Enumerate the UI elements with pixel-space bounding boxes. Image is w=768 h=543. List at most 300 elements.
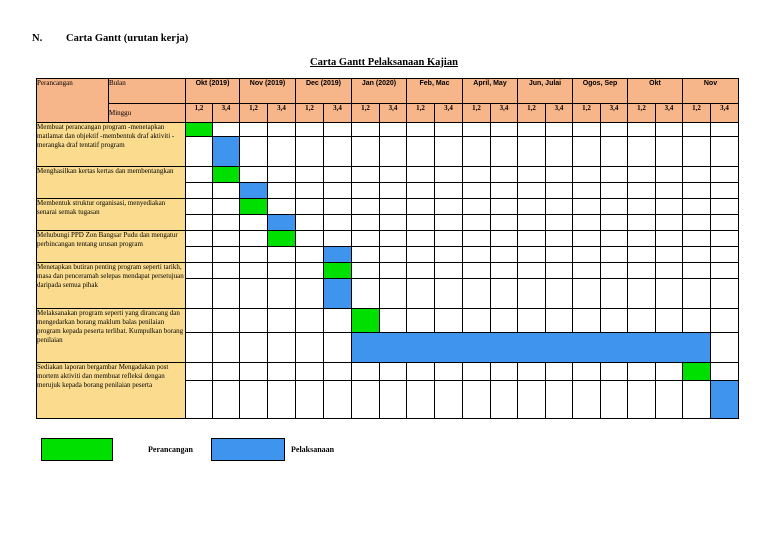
timeline-cell [546,199,573,215]
timeline-cell [573,137,601,167]
timeline-cell [518,167,546,183]
timeline-cell [601,231,628,247]
timeline-cell [380,215,407,231]
timeline-cell [380,263,407,279]
timeline-cell [324,381,352,419]
timeline-cell [407,247,435,263]
timeline-cell [546,215,573,231]
timeline-cell [380,199,407,215]
timeline-cell [240,215,268,231]
timeline-cell [435,363,463,381]
timeline-cell [296,199,324,215]
timeline-cell [380,279,407,309]
timeline-cell [628,363,656,381]
timeline-cell [711,183,739,199]
timeline-cell [518,123,546,137]
timeline-cell [546,137,573,167]
timeline-cell [546,167,573,183]
timeline-cell [711,215,739,231]
week-header: 1,2 [352,104,380,123]
timeline-cell [186,381,213,419]
timeline-cell [573,363,601,381]
timeline-cell [656,247,683,263]
timeline-cell [656,363,683,381]
timeline-cell [268,263,296,279]
timeline-cell [518,309,546,333]
timeline-cell [435,309,463,333]
timeline-cell [628,279,656,309]
timeline-cell [711,363,739,381]
timeline-cell [656,167,683,183]
month-header: Dec (2019) [296,79,352,104]
timeline-cell [463,309,491,333]
week-header: 1,2 [683,104,711,123]
activity-description: Menetapkan butiran penting program seperti tarikh, masa dan penceramah selepas mendapat persetujuan daripada semua pihak [37,263,186,309]
timeline-cell [380,309,407,333]
timeline-cell [546,183,573,199]
month-header: Nov (2019) [240,79,296,104]
timeline-cell [601,279,628,309]
month-header: Jan (2020) [352,79,407,104]
timeline-cell [601,263,628,279]
timeline-cell [186,231,213,247]
timeline-cell [407,231,435,247]
timeline-cell [380,167,407,183]
timeline-cell [186,247,213,263]
implementation-bar [324,247,352,263]
timeline-cell [683,381,711,419]
timeline-cell [213,263,240,279]
timeline-cell [601,309,628,333]
timeline-cell [324,199,352,215]
week-header: 1,2 [296,104,324,123]
timeline-cell [435,231,463,247]
timeline-cell [573,279,601,309]
timeline-cell [296,167,324,183]
timeline-cell [324,231,352,247]
timeline-cell [407,123,435,137]
timeline-cell [711,247,739,263]
table-title: Carta Gantt Pelaksanaan Kajian [310,57,458,68]
timeline-cell [711,167,739,183]
timeline-cell [491,123,518,137]
activity-description: Melaksanakan program seperti yang dirancang dan mengedarkan borang maklum balas penilaian program kepada peserta terlibat. Kumpulkan borang penilaian [37,309,186,363]
timeline-cell [491,183,518,199]
timeline-cell [407,381,435,419]
timeline-cell [240,247,268,263]
timeline-cell [352,263,380,279]
timeline-cell [573,247,601,263]
timeline-cell [380,231,407,247]
timeline-cell [628,215,656,231]
activity-description: Menghasilkan kertas kertas dan membentangkan [37,167,186,199]
timeline-cell [683,167,711,183]
timeline-cell [628,199,656,215]
timeline-cell [628,247,656,263]
timeline-cell [268,247,296,263]
timeline-cell [491,309,518,333]
timeline-cell [711,123,739,137]
timeline-cell [546,309,573,333]
planning-bar [324,263,352,279]
week-header: 3,4 [324,104,352,123]
week-header: 3,4 [711,104,739,123]
week-header: 3,4 [380,104,407,123]
week-header: 1,2 [518,104,546,123]
timeline-cell [380,183,407,199]
timeline-cell [296,137,324,167]
timeline-cell [352,279,380,309]
timeline-cell [240,309,268,333]
timeline-cell [656,123,683,137]
timeline-cell [352,183,380,199]
header-bulan: Bulan [109,79,186,104]
timeline-cell [380,381,407,419]
week-header: 3,4 [546,104,573,123]
week-header: 3,4 [491,104,518,123]
timeline-cell [518,279,546,309]
timeline-cell [186,263,213,279]
month-header: Feb, Mac [407,79,463,104]
implementation-bar [352,333,711,363]
timeline-cell [268,199,296,215]
timeline-cell [435,279,463,309]
timeline-cell [380,123,407,137]
month-header: April, May [463,79,518,104]
timeline-cell [407,263,435,279]
timeline-cell [656,231,683,247]
timeline-cell [683,247,711,263]
timeline-cell [380,247,407,263]
timeline-cell [628,263,656,279]
month-header: Okt [628,79,683,104]
timeline-cell [628,137,656,167]
implementation-bar [240,183,268,199]
timeline-cell [407,167,435,183]
timeline-cell [683,279,711,309]
week-header: 3,4 [656,104,683,123]
week-header: 3,4 [435,104,463,123]
timeline-cell [711,309,739,333]
timeline-cell [186,279,213,309]
timeline-cell [491,247,518,263]
week-header: 3,4 [268,104,296,123]
timeline-cell [240,333,268,363]
section-number: N. [32,33,43,44]
timeline-cell [407,183,435,199]
week-header: 1,2 [628,104,656,123]
implementation-bar [213,137,240,167]
week-header: 1,2 [407,104,435,123]
timeline-cell [296,333,324,363]
activity-row [37,309,739,333]
timeline-cell [573,263,601,279]
timeline-cell [546,381,573,419]
timeline-cell [240,231,268,247]
timeline-cell [213,279,240,309]
timeline-cell [518,363,546,381]
timeline-cell [380,363,407,381]
legend-label-perancangan: Perancangan [148,445,193,454]
timeline-cell [435,263,463,279]
timeline-cell [324,123,352,137]
timeline-cell [186,137,213,167]
week-header: 1,2 [186,104,213,123]
timeline-cell [352,381,380,419]
timeline-cell [352,199,380,215]
timeline-cell [491,363,518,381]
timeline-cell [656,137,683,167]
timeline-cell [213,333,240,363]
timeline-cell [601,167,628,183]
timeline-cell [435,247,463,263]
timeline-cell [186,309,213,333]
legend-label-pelaksanaan: Pelaksanaan [291,445,335,454]
timeline-cell [463,231,491,247]
timeline-cell [407,363,435,381]
timeline-cell [463,381,491,419]
timeline-cell [324,167,352,183]
timeline-cell [213,309,240,333]
implementation-bar [711,381,739,419]
timeline-cell [518,199,546,215]
timeline-cell [296,263,324,279]
gantt-body [37,123,739,419]
timeline-cell [656,215,683,231]
timeline-cell [407,199,435,215]
timeline-cell [683,263,711,279]
timeline-cell [186,167,213,183]
timeline-cell [711,199,739,215]
timeline-cell [213,123,240,137]
timeline-cell [296,123,324,137]
legend-swatch-pelaksanaan [211,438,285,461]
timeline-cell [407,215,435,231]
timeline-cell [213,247,240,263]
timeline-cell [407,279,435,309]
timeline-cell [656,309,683,333]
timeline-cell [186,183,213,199]
timeline-cell [601,183,628,199]
timeline-cell [491,137,518,167]
timeline-cell [268,183,296,199]
timeline-cell [573,215,601,231]
timeline-cell [491,231,518,247]
timeline-cell [186,199,213,215]
timeline-cell [463,247,491,263]
timeline-cell [628,123,656,137]
timeline-cell [324,215,352,231]
timeline-cell [491,279,518,309]
timeline-cell [296,183,324,199]
timeline-cell [463,263,491,279]
activity-row [37,123,739,137]
week-header: 1,2 [240,104,268,123]
implementation-bar [324,279,352,309]
timeline-cell [268,167,296,183]
timeline-cell [601,215,628,231]
planning-bar [352,309,380,333]
timeline-cell [268,123,296,137]
timeline-cell [186,333,213,363]
month-header: Ogos, Sep [573,79,628,104]
timeline-cell [683,123,711,137]
activity-description: Mehubungi PPD Zon Bangsar Pudu dan mengatur perbincangan tentang urusan program [37,231,186,263]
timeline-cell [711,263,739,279]
timeline-cell [573,309,601,333]
timeline-cell [324,137,352,167]
timeline-cell [324,183,352,199]
timeline-cell [296,215,324,231]
timeline-cell [628,231,656,247]
timeline-cell [573,231,601,247]
implementation-bar [268,215,296,231]
timeline-cell [518,381,546,419]
timeline-cell [656,199,683,215]
timeline-cell [268,279,296,309]
timeline-cell [573,381,601,419]
planning-bar [213,167,240,183]
timeline-cell [491,215,518,231]
timeline-cell [518,263,546,279]
timeline-cell [601,247,628,263]
header-minggu: Minggu [109,104,186,123]
timeline-cell [546,123,573,137]
timeline-cell [573,123,601,137]
timeline-cell [268,137,296,167]
timeline-cell [683,183,711,199]
timeline-cell [352,167,380,183]
activity-description: Sediakan laporan bergambar Mengadakan post mortem aktiviti dan membuat refleksi dengan merujuk kepada borang penilaian peserta [37,363,186,419]
timeline-cell [213,183,240,199]
gantt-chart-table [36,78,739,419]
timeline-cell [213,381,240,419]
timeline-cell [352,123,380,137]
timeline-cell [546,247,573,263]
timeline-cell [601,137,628,167]
legend-swatch-perancangan [41,438,113,461]
timeline-cell [435,137,463,167]
timeline-cell [683,199,711,215]
timeline-cell [573,183,601,199]
timeline-cell [240,363,268,381]
timeline-cell [601,123,628,137]
timeline-cell [296,363,324,381]
month-header: Jun, Julai [518,79,573,104]
timeline-cell [240,123,268,137]
timeline-cell [491,263,518,279]
timeline-cell [711,137,739,167]
planning-bar [683,363,711,381]
timeline-cell [352,137,380,167]
activity-description: Membuat perancangan program -menetapkan matlamat dan objektif -membentuk draf aktiviti -merangka draf tentatif program [37,123,186,167]
activity-row [37,167,739,183]
timeline-cell [268,363,296,381]
timeline-cell [683,231,711,247]
timeline-cell [518,215,546,231]
timeline-cell [240,167,268,183]
timeline-cell [683,137,711,167]
timeline-cell [463,183,491,199]
planning-bar [186,123,213,137]
timeline-cell [268,333,296,363]
timeline-cell [435,167,463,183]
timeline-cell [518,137,546,167]
timeline-cell [213,215,240,231]
timeline-cell [628,183,656,199]
timeline-cell [352,231,380,247]
timeline-cell [656,279,683,309]
timeline-cell [240,279,268,309]
planning-bar [240,199,268,215]
timeline-cell [240,137,268,167]
timeline-cell [268,381,296,419]
activity-row [37,263,739,279]
timeline-cell [407,137,435,167]
timeline-cell [546,363,573,381]
week-header: 3,4 [213,104,240,123]
timeline-cell [546,263,573,279]
timeline-cell [463,363,491,381]
section-title: Carta Gantt (urutan kerja) [66,33,189,44]
timeline-cell [711,279,739,309]
timeline-cell [711,333,739,363]
timeline-cell [463,279,491,309]
activity-row [37,363,739,381]
timeline-cell [546,279,573,309]
week-header: 3,4 [601,104,628,123]
timeline-cell [628,309,656,333]
timeline-cell [324,363,352,381]
timeline-cell [463,215,491,231]
activity-row [37,231,739,247]
timeline-cell [296,309,324,333]
timeline-cell [296,381,324,419]
timeline-cell [240,263,268,279]
timeline-cell [435,215,463,231]
header-perancangan: Perancangan [37,79,109,123]
timeline-cell [573,199,601,215]
timeline-cell [324,309,352,333]
timeline-cell [435,123,463,137]
timeline-cell [213,231,240,247]
activity-description: Membentuk struktur organisasi, menyediakan senarai semak tugasan [37,199,186,231]
timeline-cell [463,167,491,183]
timeline-cell [711,231,739,247]
month-header: Nov [683,79,739,104]
week-header: 1,2 [573,104,601,123]
timeline-cell [601,199,628,215]
timeline-cell [463,137,491,167]
timeline-cell [352,215,380,231]
timeline-cell [296,231,324,247]
timeline-cell [656,183,683,199]
timeline-cell [186,215,213,231]
timeline-cell [352,363,380,381]
timeline-cell [268,309,296,333]
timeline-cell [240,381,268,419]
timeline-cell [546,231,573,247]
timeline-cell [463,199,491,215]
timeline-cell [491,199,518,215]
timeline-cell [491,381,518,419]
timeline-cell [407,309,435,333]
timeline-cell [683,215,711,231]
section-heading [32,33,188,44]
timeline-cell [213,199,240,215]
timeline-cell [518,231,546,247]
timeline-cell [601,363,628,381]
